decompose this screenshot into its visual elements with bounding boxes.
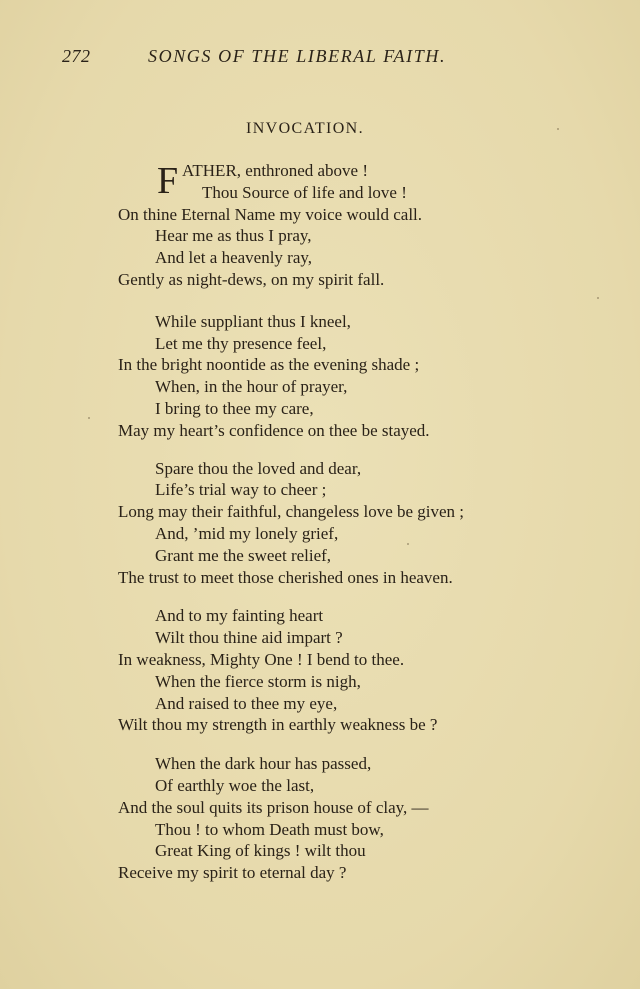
poem-line: And let a heavenly ray, <box>155 248 313 268</box>
poem-line: And raised to thee my eye, <box>155 693 338 713</box>
poem-line: When the fierce storm is nigh, <box>155 671 361 691</box>
stanza-1 <box>0 160 640 291</box>
poem-line: Hear me as thus I pray, <box>155 226 312 246</box>
poem-line: And the soul quits its prison house of clay, — <box>118 797 429 817</box>
poem-line: I bring to thee my care, <box>155 398 314 418</box>
drop-cap: F <box>157 160 179 202</box>
poem-line: Wilt thou thine aid impart ? <box>155 628 343 648</box>
poem-line: May my heart’s confidence on thee be stayed. <box>118 420 430 440</box>
poem-line: ATHER, enthroned above ! <box>182 161 369 180</box>
poem-line: And, ’mid my lonely grief, <box>155 523 339 543</box>
poem-line: Long may their faithful, changeless love be given ; <box>118 502 465 522</box>
stanza-2 <box>0 311 640 442</box>
poem-line: Thou Source of life and love ! <box>202 182 407 202</box>
poem-line: Gently as night-dews, on my spirit fall. <box>118 269 385 289</box>
poem-line: Receive my spirit to eternal day ? <box>118 863 347 883</box>
poem-line: Let me thy presence feel, <box>155 333 327 353</box>
paper-speck <box>88 417 90 419</box>
poem-line: When, in the hour of prayer, <box>155 377 348 397</box>
poem-line: Life’s trial way to cheer ; <box>155 480 327 500</box>
poem-title: INVOCATION. <box>245 120 365 137</box>
poem-line: And to my fainting heart <box>155 606 324 626</box>
poem-line: In weakness, Mighty One ! I bend to thee. <box>118 649 405 669</box>
stanza-4 <box>0 605 640 736</box>
poem-line: Grant me the sweet relief, <box>155 545 332 565</box>
stanza-5 <box>0 753 640 884</box>
poem-line: Wilt thou my strength in earthly weakness be ? <box>118 715 438 735</box>
paper-speck <box>407 543 409 545</box>
running-header <box>62 46 482 76</box>
paper-speck <box>557 128 559 130</box>
poem <box>0 160 640 884</box>
poem-line: When the dark hour has passed, <box>155 754 372 774</box>
poem-line: In the bright noontide as the evening shade ; <box>118 355 420 375</box>
poem-line: Thou ! to whom Death must bow, <box>155 819 384 839</box>
poem-line: Of earthly woe the last, <box>155 775 315 795</box>
paper-speck <box>597 297 599 299</box>
stanza-3 <box>0 458 640 589</box>
running-title: SONGS OF THE LIBERAL FAITH. <box>148 46 447 66</box>
poem-line: On thine Eternal Name my voice would call. <box>118 204 423 224</box>
page-number: 272 <box>62 46 91 66</box>
poem-line: The trust to meet those cherished ones in heaven. <box>118 567 453 587</box>
poem-line: While suppliant thus I kneel, <box>155 311 351 331</box>
poem-line: Great King of kings ! wilt thou <box>155 841 366 861</box>
poem-line: Spare thou the loved and dear, <box>155 458 362 478</box>
